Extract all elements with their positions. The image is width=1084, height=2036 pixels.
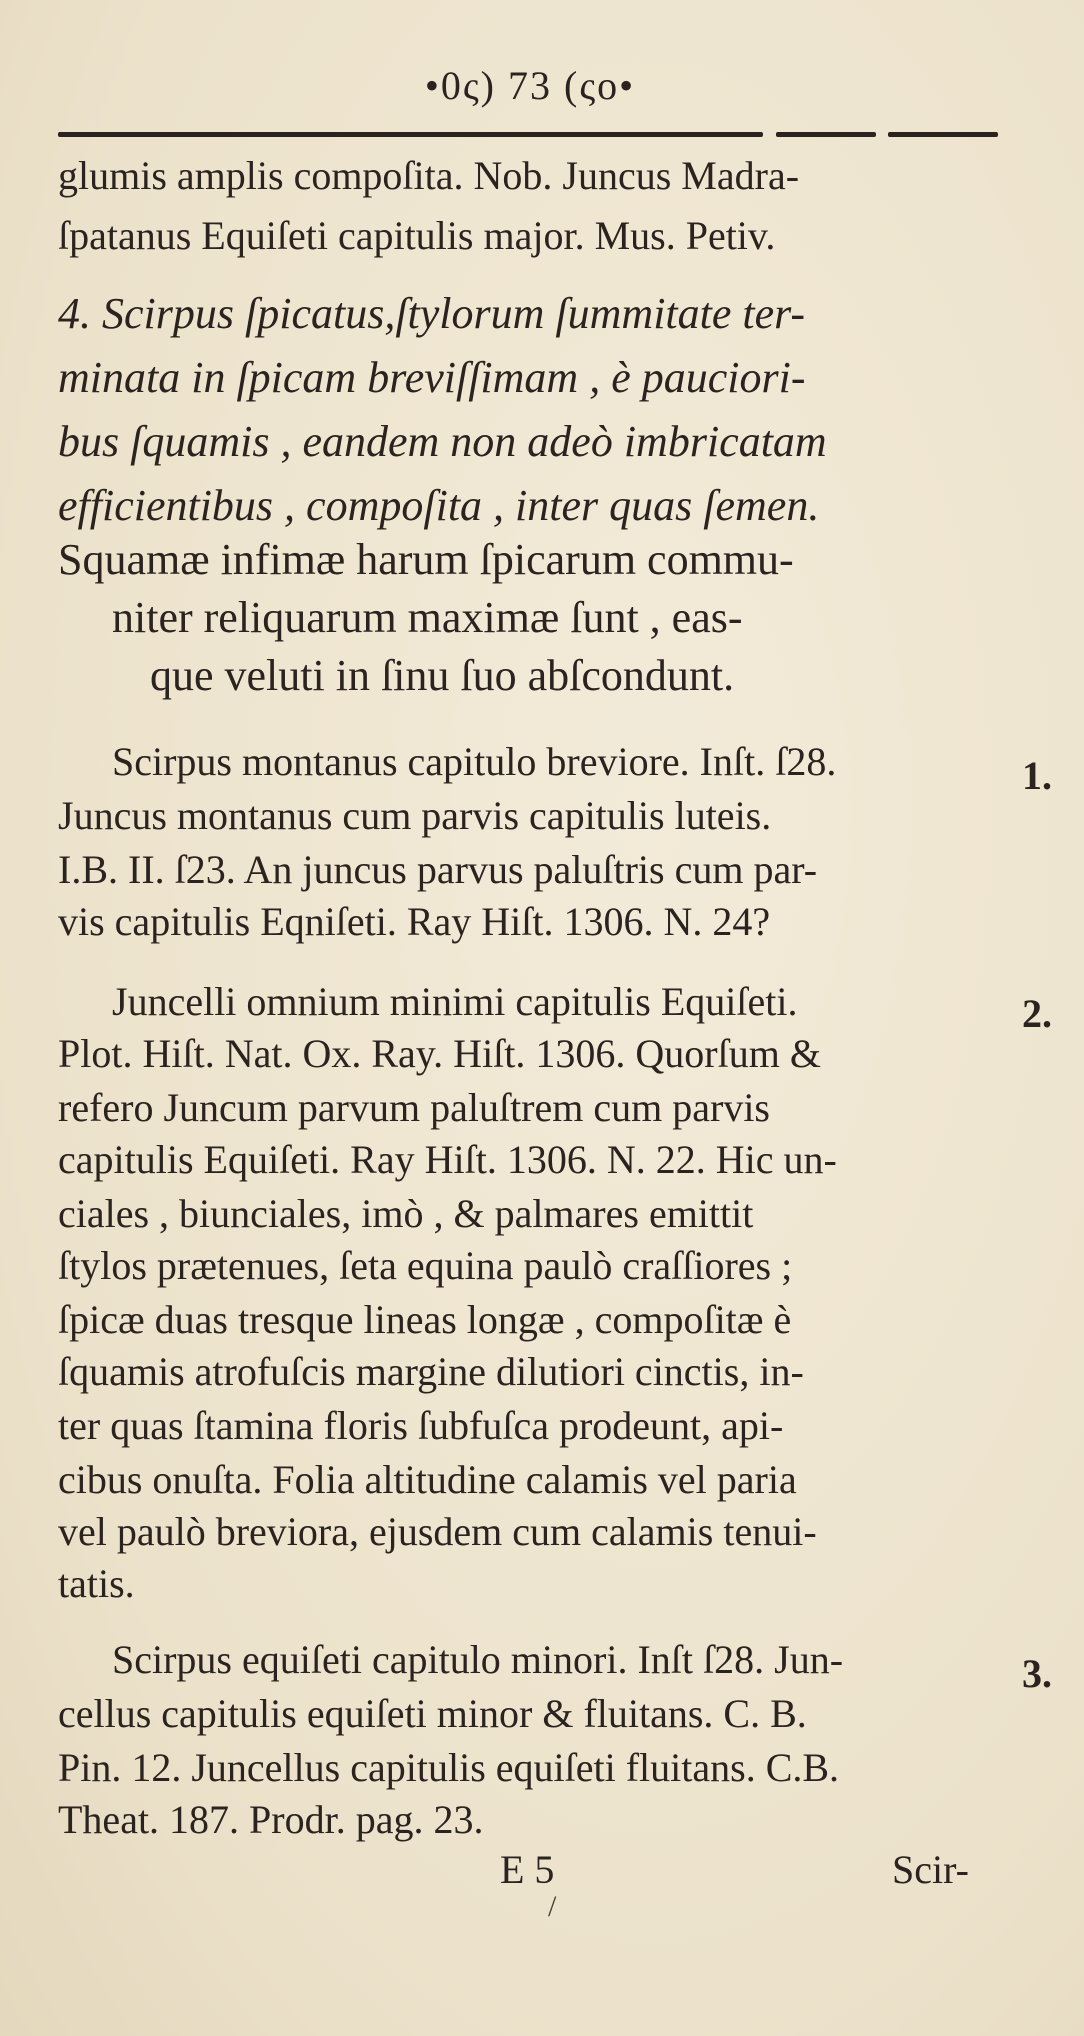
species-heading-line: 4. Scirpus ſpicatus,ſtylorum ſummitate ter- — [58, 289, 806, 338]
text-line: I.B. II. ſ23. An juncus parvus paluſtris cum par- — [58, 847, 818, 892]
text-line: vel paulò breviora, ejusdem cum calamis tenui- — [58, 1509, 817, 1554]
margin-number: 2. — [1022, 991, 1052, 1036]
text-line: capitulis Equiſeti. Ray Hiſt. 1306. N. 22. Hic un- — [58, 1137, 837, 1182]
text-line: ſtylos prætenues, ſeta equina paulò craſſiores ; — [58, 1243, 793, 1288]
species-heading-line: bus ſquamis , eandem non adeò imbricatam — [58, 417, 827, 466]
text-line: Pin. 12. Juncellus capitulis equiſeti fluitans. C.B. — [58, 1745, 840, 1790]
text-line: Juncelli omnium minimi capitulis Equiſeti. — [112, 979, 798, 1024]
text-line: vis capitulis Eqniſeti. Ray Hiſt. 1306. N. 24? — [58, 899, 771, 944]
text-line: ſquamis atrofuſcis margine dilutiori cinctis, in- — [58, 1349, 804, 1394]
text-line: cellus capitulis equiſeti minor & fluitans. C. B. — [58, 1691, 807, 1736]
text-line: Scirpus montanus capitulo breviore. Inſt. ſ28. — [112, 739, 837, 784]
margin-number: 1. — [1022, 753, 1052, 798]
text-line: Scirpus equiſeti capitulo minori. Inſt ſ28. Jun- — [112, 1637, 844, 1682]
text-line: ſpatanus Equiſeti capitulis major. Mus. Petiv. — [58, 213, 776, 258]
species-description-line: que veluti in ſinu ſuo abſcondunt. — [150, 651, 735, 700]
margin-number: 3. — [1022, 1651, 1052, 1696]
catchword: Scir- — [892, 1847, 969, 1892]
text-line: refero Juncum parvum paluſtrem cum parvis — [58, 1085, 770, 1130]
species-description-line: Squamæ infimæ harum ſpicarum commu- — [58, 535, 794, 584]
text-line: Plot. Hiſt. Nat. Ox. Ray. Hiſt. 1306. Quorſum & — [58, 1031, 821, 1076]
text-line: ſpicæ duas tresque lineas longæ , compoſitæ è — [58, 1297, 792, 1342]
text-line: glumis amplis compoſita. Nob. Juncus Madra- — [58, 153, 800, 198]
text-line: tatis. — [58, 1561, 135, 1606]
running-head-page-number: •0ς) 73 (ςο• — [424, 63, 636, 108]
species-description-line: niter reliquarum maximæ ſunt , eas- — [112, 593, 743, 642]
text-line: ter quas ſtamina floris ſubfuſca prodeunt, api- — [58, 1403, 784, 1448]
text-line: cibus onuſta. Folia altitudine calamis vel paria — [58, 1457, 797, 1502]
species-heading-line: minata in ſpicam breviſſimam , è pauciori- — [58, 353, 806, 402]
text-line: Theat. 187. Prodr. pag. 23. — [58, 1797, 484, 1842]
header-rule — [58, 132, 998, 138]
text-line: ciales , biunciales, imò , & palmares emittit — [58, 1191, 754, 1236]
signature-mark: E 5 — [500, 1847, 555, 1892]
ink-mark: / — [548, 1890, 557, 1923]
text-line: Juncus montanus cum parvis capitulis luteis. — [58, 793, 772, 838]
species-heading-line: efficientibus , compoſita , inter quas ſemen. — [58, 481, 820, 530]
